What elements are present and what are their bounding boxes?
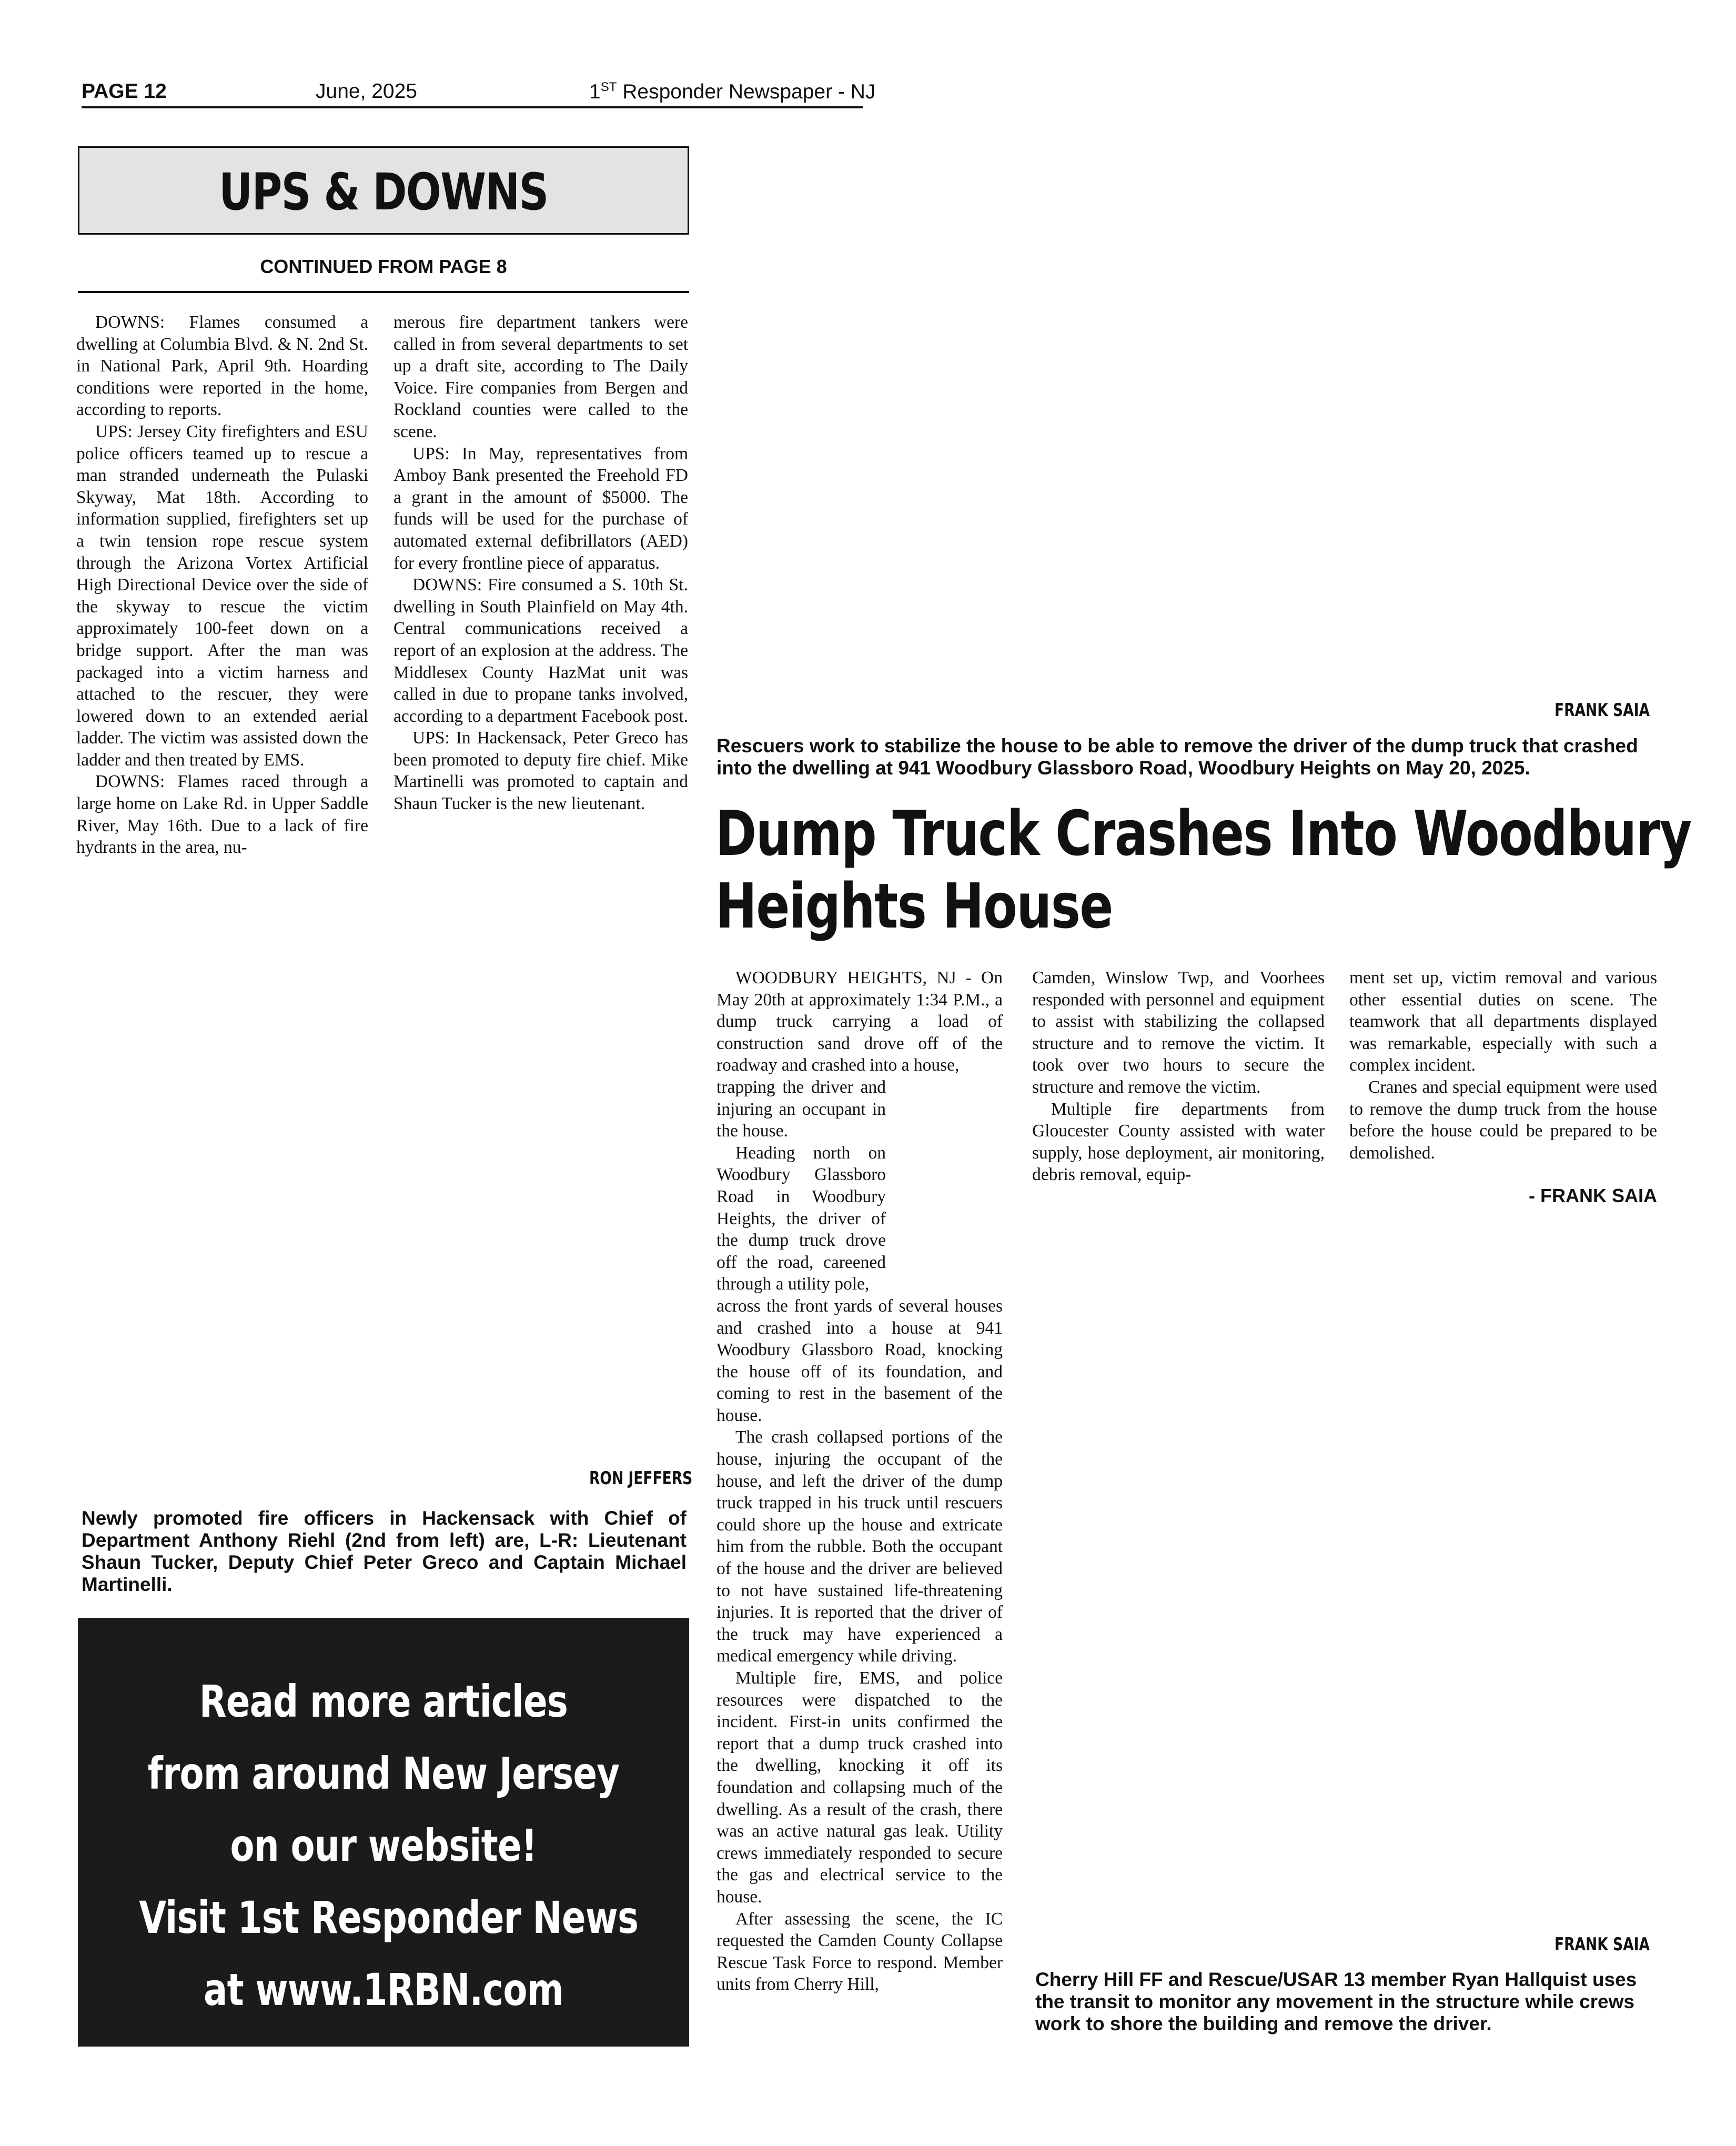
news-item: DOWNS: Flames consumed a dwelling at Columbia Blvd. & N. 2nd St. in National Park, April 9th. Hoarding conditions were reported in the home, according to reports. bbox=[76, 313, 368, 420]
ad-line: Visit 1st Responder News bbox=[139, 1892, 639, 1943]
ad-line: Read more articles bbox=[199, 1676, 568, 1727]
news-item: UPS: Jersey City firefighters and ESU police officers teamed up to rescue a man stranded underneath the Pulaski Skyway, Mat 18th. According to information supplied, firefighters set up a twin tension rope rescue system through the Arizona Vortex Artificial High Directional Device over the side of the skyway to rescue the victim approximately 100-feet down on a bridge support. After the man was packaged into a victim harness and attached to the rescuer, they were lowered down to an extended aerial ladder. The victim was assisted down the ladder and then treated by EMS. bbox=[76, 421, 368, 770]
story-paragraph: WOODBURY HEIGHTS, NJ - On May 20th at approximately 1:34 P.M., a dump truck carrying a load of construction sand drove off of the roadway and crashed into a house, bbox=[716, 968, 1003, 1075]
story-paragraph-continued: Camden, Winslow Twp, and Voorhees responded with personnel and equipment to assist with stabilizing the collapsed structure and to remove the victim. It took over two hours to secure the structure and remove the victim. bbox=[1032, 968, 1325, 1097]
dump-truck-rescue-photo bbox=[715, 146, 1657, 699]
section-title: UPS & DOWNS bbox=[219, 163, 548, 221]
story-headline bbox=[715, 797, 1691, 942]
story-paragraph: Multiple fire, EMS, and police resources were dispatched to the incident. First-in units confirmed the report that a dump truck crashed into the dwelling, knocking it off its foundation and collapsing much of the dwelling. As a result of the crash, there was an active natural gas leak. Utility crews immediately responded to secure the gas and electrical service to the house. bbox=[716, 1668, 1003, 1907]
headline-line: Dump Truck Crashes Into Woodbury bbox=[715, 797, 1691, 870]
ups-downs-column-2 bbox=[393, 311, 688, 815]
transit-monitoring-photo bbox=[1034, 1242, 1657, 1941]
headline-line: Heights House bbox=[715, 870, 1113, 942]
photo-caption: Cherry Hill FF and Rescue/USAR 13 member Ryan Hallquist uses the transit to monitor any movement in the structure while crews work to shore the building and remove the driver. bbox=[1035, 1969, 1637, 2034]
story-paragraph: Multiple fire departments from Gloucester County assisted with water supply, hose deployment, air monitoring, debris removal, equip- bbox=[1032, 1099, 1325, 1185]
header-rule bbox=[82, 106, 863, 108]
publication-name: 1ST Responder Newspaper - NJ bbox=[589, 80, 876, 103]
photo-credit: FRANK SAIA bbox=[1555, 1934, 1650, 1955]
news-item: DOWNS: Flames raced through a large home on Lake Rd. in Upper Saddle River, May 16th. Due to a lack of fire hydrants in the area, nu- bbox=[76, 772, 368, 858]
story-paragraph-wrap: trapping the driver and injuring an occupant in the house. bbox=[716, 1077, 886, 1141]
story-paragraph: Cranes and special equipment were used to remove the dump truck from the house before the house could be prepared to be demolished. bbox=[1349, 1077, 1657, 1163]
story-column-3 bbox=[1349, 967, 1657, 1164]
continued-note: CONTINUED FROM PAGE 8 bbox=[260, 256, 507, 277]
section-title-box bbox=[78, 146, 689, 235]
photo-caption: Rescuers work to stabilize the house to be able to remove the driver of the dump truck that crashed into the dwelling at 941 Woodbury Glassboro Road, Woodbury Heights on May 20, 2025. bbox=[716, 735, 1638, 779]
story-paragraph: After assessing the scene, the IC requested the Camden County Collapse Rescue Task Force to respond. Member units from Cherry Hill, bbox=[716, 1909, 1003, 1994]
ad-line: on our website! bbox=[230, 1820, 537, 1871]
news-item: DOWNS: Fire consumed a S. 10th St. dwelling in South Plainfield on May 4th. Central communications received a report of an explosion at the address. The Middlesex County HazMat unit was called in due to propane tanks involved, according to a department Facebook post. bbox=[393, 575, 689, 726]
page-number: PAGE 12 bbox=[82, 80, 167, 103]
story-paragraph-wrap: across the front yards of several houses and crashed into a house at 941 Woodbury Glassboro Road, knocking the house off of its foundation, and coming to rest in the basement of the house. bbox=[716, 1296, 1003, 1425]
photo-caption: Newly promoted fire officers in Hackensack with Chief of Department Anthony Riehl (2nd from left) are, L-R: Lieutenant Shaun Tucker, Deputy Chief Peter Greco and Captain Michael Martinelli. bbox=[82, 1507, 687, 1595]
news-item-continued: merous fire department tankers were called in from several departments to set up a draft site, according to The Daily Voice. Fire companies from Bergen and Rockland counties were called to the scene. bbox=[393, 313, 688, 441]
story-column-2 bbox=[1032, 967, 1325, 1186]
photo-credit: RON JEFFERS bbox=[589, 1468, 693, 1489]
ad-website-link[interactable]: at www.1RBN.com bbox=[204, 1964, 563, 2016]
issue-date: June, 2025 bbox=[316, 80, 418, 103]
news-item: UPS: In May, representatives from Amboy Bank presented the Freehold FD a grant in the amount of $5000. The funds will be used for the purchase of automated external defibrillators (AED) for every frontline piece of apparatus. bbox=[393, 444, 688, 573]
hackensack-officers-photo bbox=[78, 958, 688, 1463]
ad-line: from around New Jersey bbox=[147, 1748, 620, 1799]
section-rule bbox=[78, 291, 689, 293]
story-paragraph-continued: ment set up, victim removal and various other essential duties on scene. The teamwork that all departments displayed was remarkable, especially with such a complex incident. bbox=[1349, 968, 1657, 1075]
story-paragraph: The crash collapsed portions of the house, injuring the occupant of the house, and left the driver of the dump truck trapped in his truck until rescuers could shore up the house and extricate him from the rubble. Both the occupant of the house and the driver are believed to not have sustained life-threatening injuries. It is reported that the driver of the truck may have experienced a medical emergency while driving. bbox=[716, 1427, 1003, 1666]
story-byline: - FRANK SAIA bbox=[1529, 1185, 1657, 1206]
story-column-1 bbox=[716, 967, 1003, 1996]
news-item: UPS: In Hackensack, Peter Greco has been promoted to deputy fire chief. Mike Martinelli was promoted to captain and Shaun Tucker is the new lieutenant. bbox=[393, 728, 688, 814]
ups-downs-column-1 bbox=[76, 311, 368, 859]
photo-credit: FRANK SAIA bbox=[1555, 700, 1650, 721]
website-ad[interactable] bbox=[78, 1618, 689, 2047]
story-paragraph: Heading north on Woodbury Glassboro Road in Woodbury Heights, the driver of the dump truck drove off the road, careened through a utility pole, bbox=[716, 1143, 886, 1294]
